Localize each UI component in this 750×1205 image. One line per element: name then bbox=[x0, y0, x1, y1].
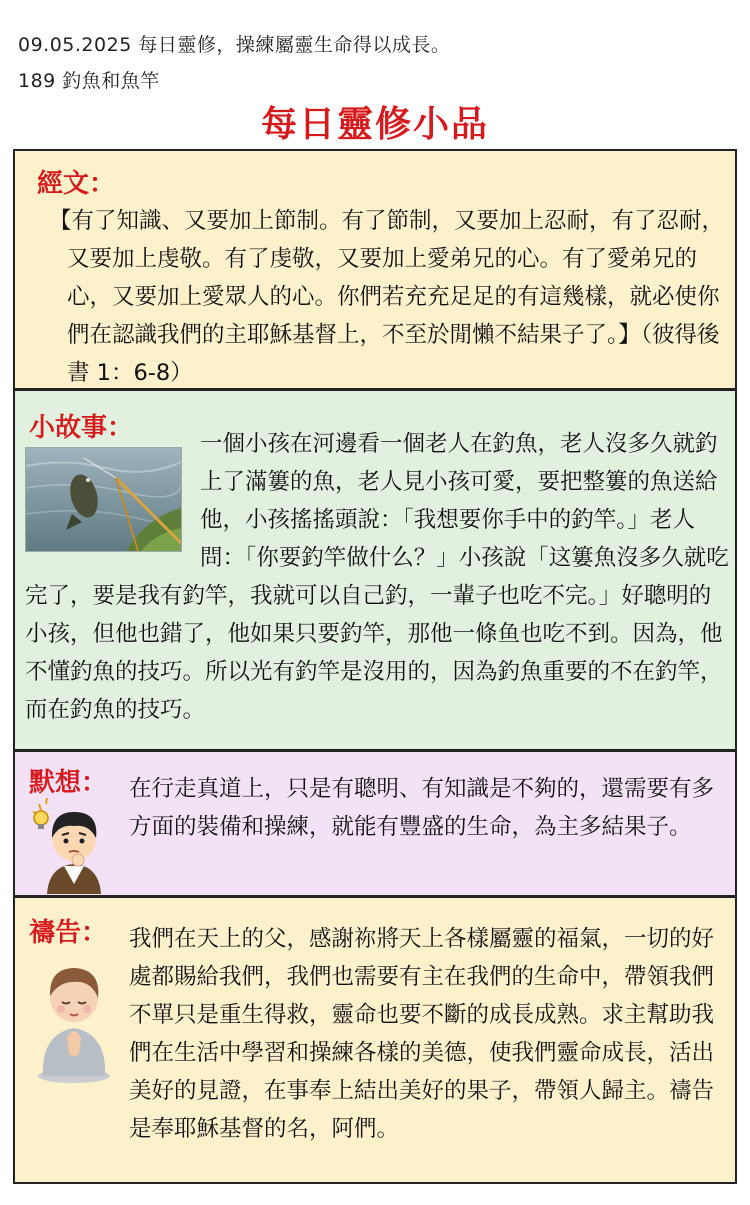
scripture-text: 【有了知識、又要加上節制。有了節制，又要加上忍耐，有了忍耐，又要加上虔敬。有了虔敬，又要加上愛弟兄的心。有了愛弟兄的心，又要加上愛眾人的心。你們若充充足足的有這幾樣，就必使你們在認識我們的主耶穌基督上，不至於閒懶不結果子了。】（彼得後書 1：6-8） bbox=[49, 208, 725, 386]
date-header: 09.05.2025 每日靈修，操練屬靈生命得以成長。 bbox=[18, 34, 451, 56]
story-text: 一個小孩在河邊看一個老人在釣魚，老人沒多久就釣上了滿簍的魚，老人見小孩可愛，要把整簍的魚送給他，小孩搖搖頭說：「我想要你手中的釣竿。」老人問：「你要釣竿做什么？」小孩說「这簍魚沒多久就吃完了，要是我有釣竿，我就可以自己釣，一輩子也吃不完。」好聰明的小孩，但他也錯了，他如果只要釣竿，那他一條鱼也吃不到。因為，他不懂釣魚的技巧。所以光有釣竿是沒用的，因為釣魚重要的不在釣竿，而在釣魚的技巧。 bbox=[25, 431, 729, 723]
prayer-section bbox=[13, 896, 737, 1184]
story-section bbox=[13, 389, 737, 751]
thinking-boy-icon bbox=[29, 794, 119, 894]
scripture-heading: 經文： bbox=[37, 169, 116, 199]
meditation-heading: 默想： bbox=[29, 768, 108, 798]
page-title: 每日靈修小品 bbox=[260, 104, 489, 145]
meditation-text: 在行走真道上，只是有聰明、有知識是不夠的，還需要有多方面的裝備和操練，就能有豐盛的生命，為主多結果子。 bbox=[129, 776, 715, 840]
meditation-section bbox=[13, 750, 737, 897]
praying-boy-icon bbox=[29, 954, 119, 1084]
story-heading: 小故事： bbox=[29, 413, 134, 443]
prayer-heading: 禱告： bbox=[29, 918, 108, 948]
lesson-title: 189 釣魚和魚竿 bbox=[18, 70, 160, 92]
prayer-text: 我們在天上的父，感謝祢將天上各樣屬靈的福氣，一切的好處都賜給我們，我們也需要有主在我們的生命中，帶領我們不單只是重生得救，靈命也要不斷的成長成熟。求主幫助我們在生活中學習和操練各樣的美德，使我們靈命成長，活出美好的見證，在事奉上結出美好的果子，帶領人歸主。禱告是奉耶穌基督的名，阿們。 bbox=[129, 926, 715, 1142]
scripture-section bbox=[13, 149, 737, 390]
